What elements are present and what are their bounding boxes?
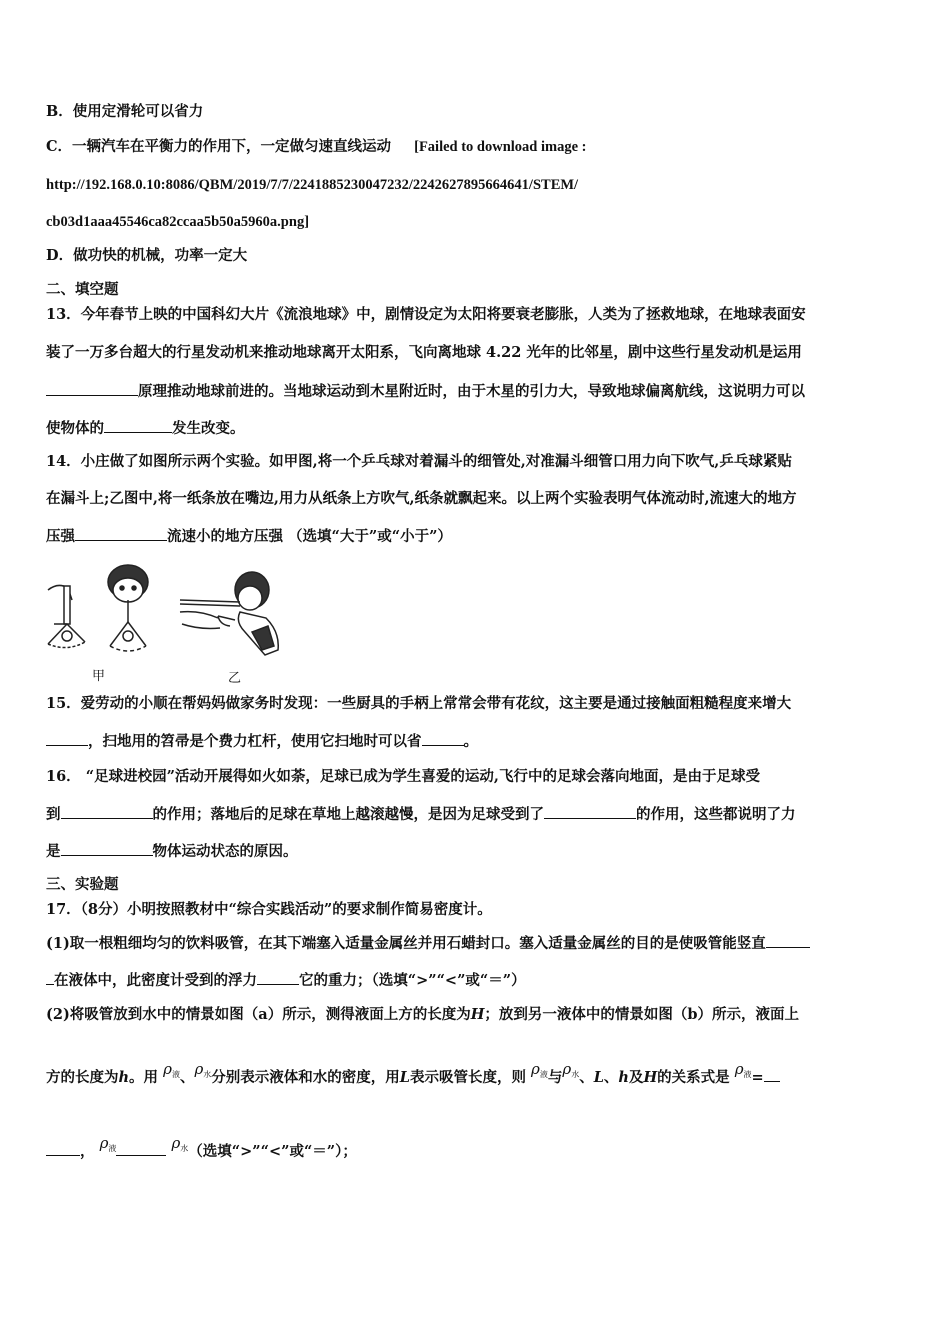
q16-line3 bbox=[46, 841, 910, 862]
answer-blank[interactable] bbox=[422, 731, 464, 746]
q14-line3 bbox=[46, 526, 910, 547]
q16-line3-prefix: 是 bbox=[46, 843, 61, 860]
q17-part1-line2-suffix: 它的重力；（选填“>”“<”或“＝”） bbox=[299, 972, 526, 989]
rho-liquid-symbol bbox=[735, 1060, 752, 1078]
figure-label-a: 甲 bbox=[92, 669, 106, 684]
var-h: h bbox=[118, 1069, 130, 1086]
q17-part2-l3-a: ， bbox=[80, 1143, 95, 1160]
q14-line3-suffix: 流速小的地方压强 （选填“大于”或“小于”） bbox=[167, 528, 452, 545]
answer-blank[interactable] bbox=[104, 418, 172, 433]
q13-line3-text: 原理推动地球前进的。当地球运动到木星附近时，由于木星的引力大，导致地球偏离航线，这说明力可以 bbox=[138, 383, 805, 400]
rho-water-symbol bbox=[562, 1060, 579, 1078]
answer-blank[interactable] bbox=[766, 933, 810, 948]
image-error-file: cb03d1aaa45546ca82ccaa5b50a5960a.png] bbox=[46, 214, 310, 230]
q17-part2-l2-j: 的关系式是 bbox=[657, 1069, 730, 1086]
option-b: B．使用定滑轮可以省力 bbox=[46, 103, 204, 120]
q15-line2-end: 。 bbox=[463, 733, 478, 750]
q17-part2-l2-g: 、 bbox=[579, 1069, 594, 1086]
image-error-text: [Failed to download image : bbox=[414, 139, 587, 155]
answer-blank[interactable] bbox=[764, 1067, 780, 1082]
rho-liquid-symbol bbox=[531, 1060, 548, 1078]
option-c bbox=[46, 137, 910, 157]
var-H: H bbox=[470, 1006, 485, 1023]
option-c-text: C．一辆汽车在平衡力的作用下，一定做匀速直线运动 bbox=[46, 138, 392, 155]
rho-glyph: ρ bbox=[562, 1060, 572, 1078]
answer-blank[interactable] bbox=[75, 526, 167, 541]
subscript-liquid: 液 bbox=[743, 1070, 752, 1079]
q16-line2-suffix: 的作用，这些都说明了力 bbox=[636, 806, 796, 823]
subscript-water: 水 bbox=[203, 1070, 212, 1079]
figure-label-b: 乙 bbox=[228, 671, 242, 685]
q17-part2-l2-f: 与 bbox=[547, 1069, 563, 1086]
var-h: h bbox=[618, 1069, 629, 1086]
q17-part2-l2-h: 、 bbox=[603, 1069, 619, 1086]
q17-part2-text: (2)将吸管放到水中的情景如图（a）所示，测得液面上方的长度为 bbox=[46, 1006, 471, 1023]
rho-glyph: ρ bbox=[99, 1134, 109, 1152]
subscript-liquid: 液 bbox=[171, 1070, 180, 1079]
answer-blank[interactable] bbox=[46, 731, 88, 746]
answer-blank[interactable] bbox=[116, 1141, 166, 1156]
q17-part2-line1 bbox=[46, 1005, 910, 1025]
funnel-diagram bbox=[48, 585, 85, 647]
rho-glyph: ρ bbox=[194, 1060, 204, 1078]
var-L: L bbox=[399, 1069, 410, 1086]
rho-water-symbol bbox=[171, 1134, 188, 1152]
experiment-illustration bbox=[40, 560, 290, 685]
rho-glyph: ρ bbox=[531, 1060, 540, 1078]
q17-part2-l2-c: 、 bbox=[179, 1069, 195, 1086]
subscript-water: 水 bbox=[180, 1144, 189, 1153]
q17-part1-line2-text: 在液体中，此密度计受到的浮力 bbox=[54, 972, 257, 989]
experiment-figure bbox=[40, 560, 290, 685]
q16-line2 bbox=[46, 804, 910, 825]
q13-line3 bbox=[46, 381, 910, 402]
boy-figure-a bbox=[108, 565, 148, 651]
subscript-water: 水 bbox=[571, 1070, 580, 1079]
q17-intro: 17．（8分）小明按照教材中“综合实践活动”的要求制作简易密度计。 bbox=[46, 901, 492, 918]
section-title-fill: 二、填空题 bbox=[46, 281, 119, 298]
q14-line2: 在漏斗上;乙图中,将一纸条放在嘴边,用力从纸条上方吹气,纸条就飘起来。以上两个实验表明气体流动时,流速大的地方 bbox=[46, 490, 797, 507]
var-H: H bbox=[643, 1069, 658, 1086]
rho-glyph: ρ bbox=[171, 1134, 181, 1152]
subscript-liquid: 液 bbox=[539, 1070, 548, 1079]
equals-sign: = bbox=[751, 1069, 764, 1086]
q16-line2-prefix: 到 bbox=[46, 806, 61, 823]
answer-blank[interactable] bbox=[544, 804, 636, 819]
q17-part1-text: (1)取一根粗细均匀的饮料吸管，在其下端塞入适量金属丝并用石蜡封口。塞入适量金属丝的目的是使吸管能竖直 bbox=[46, 935, 766, 952]
rho-glyph: ρ bbox=[734, 1060, 744, 1078]
answer-blank[interactable] bbox=[46, 1141, 80, 1156]
boy-figure-b bbox=[180, 572, 278, 655]
q14-line1: 14．小庄做了如图所示两个实验。如甲图,将一个乒乓球对着漏斗的细管处,对准漏斗细管口用力向下吹气,乒乓球紧贴 bbox=[46, 453, 792, 470]
q15-line2-text: ，扫地用的笤帚是个费力杠杆，使用它扫地时可以省 bbox=[88, 733, 422, 750]
option-d: D．做功快的机械，功率一定大 bbox=[46, 247, 248, 264]
q16-line2-mid: 的作用；落地后的足球在草地上越滚越慢，是因为足球受到了 bbox=[152, 806, 544, 823]
q17-part2-l2-i: 及 bbox=[628, 1069, 644, 1086]
answer-blank[interactable] bbox=[257, 970, 299, 985]
q17-part2-l2-a: 方的长度为 bbox=[46, 1069, 119, 1086]
figure-labels bbox=[92, 669, 241, 685]
q17-part1-line2 bbox=[46, 970, 910, 991]
answer-blank[interactable] bbox=[61, 841, 153, 856]
answer-blank[interactable] bbox=[46, 970, 54, 985]
q17-part2-line2 bbox=[46, 1060, 910, 1090]
answer-blank[interactable] bbox=[61, 804, 153, 819]
answer-blank[interactable] bbox=[46, 381, 138, 396]
q13-line4-prefix: 使物体的 bbox=[46, 420, 104, 437]
image-error-url: http://192.168.0.10:8086/QBM/2019/7/7/2241885230047232/2242627895664641/STEM/ bbox=[46, 177, 579, 193]
rho-liquid-symbol bbox=[163, 1060, 180, 1078]
rho-water-symbol bbox=[194, 1060, 211, 1078]
q17-part2-text-b: ；放到另一液体中的情景如图（b）所示，液面上 bbox=[484, 1006, 800, 1023]
q17-part1-line1 bbox=[46, 933, 910, 954]
q17-part2-l2-b: 。用 bbox=[129, 1069, 159, 1086]
q17-part2-l2-d: 分别表示液体和水的密度，用 bbox=[211, 1069, 400, 1086]
q13-line4 bbox=[46, 418, 910, 439]
subscript-liquid: 液 bbox=[108, 1144, 117, 1153]
section-title-experiment: 三、实验题 bbox=[46, 876, 119, 893]
q13-line2: 装了一万多台超大的行星发动机来推动地球离开太阳系，飞向离地球 4.22 光年的比邻星，剧中这些行星发动机是运用 bbox=[46, 344, 802, 361]
q17-part2-l2-e: 表示吸管长度，则 bbox=[409, 1069, 526, 1086]
q17-part2-line3 bbox=[46, 1134, 910, 1164]
rho-glyph: ρ bbox=[163, 1060, 172, 1078]
q15-line2 bbox=[46, 731, 910, 752]
var-L: L bbox=[593, 1069, 604, 1086]
q16-line3-suffix: 物体运动状态的原因。 bbox=[152, 843, 298, 860]
q17-part2-l3-b: （选填“>”“<”或“＝”）； bbox=[188, 1143, 357, 1160]
q13-line1: 13．今年春节上映的中国科幻大片《流浪地球》中，剧情设定为太阳将要衰老膨胀，人类为了拯救地球，在地球表面安 bbox=[46, 306, 806, 323]
q13-line4-suffix: 发生改变。 bbox=[172, 420, 245, 437]
q16-line1: 16． “足球进校园”活动开展得如火如荼，足球已成为学生喜爱的运动,飞行中的足球会落向地面，是由于足球受 bbox=[46, 768, 760, 785]
q15-line1: 15．爱劳动的小顺在帮妈妈做家务时发现：一些厨具的手柄上常常会带有花纹，这主要是通过接触面粗糙程度来增大 bbox=[46, 695, 792, 712]
q14-line3-prefix: 压强 bbox=[46, 528, 75, 545]
rho-liquid-symbol bbox=[100, 1134, 117, 1152]
